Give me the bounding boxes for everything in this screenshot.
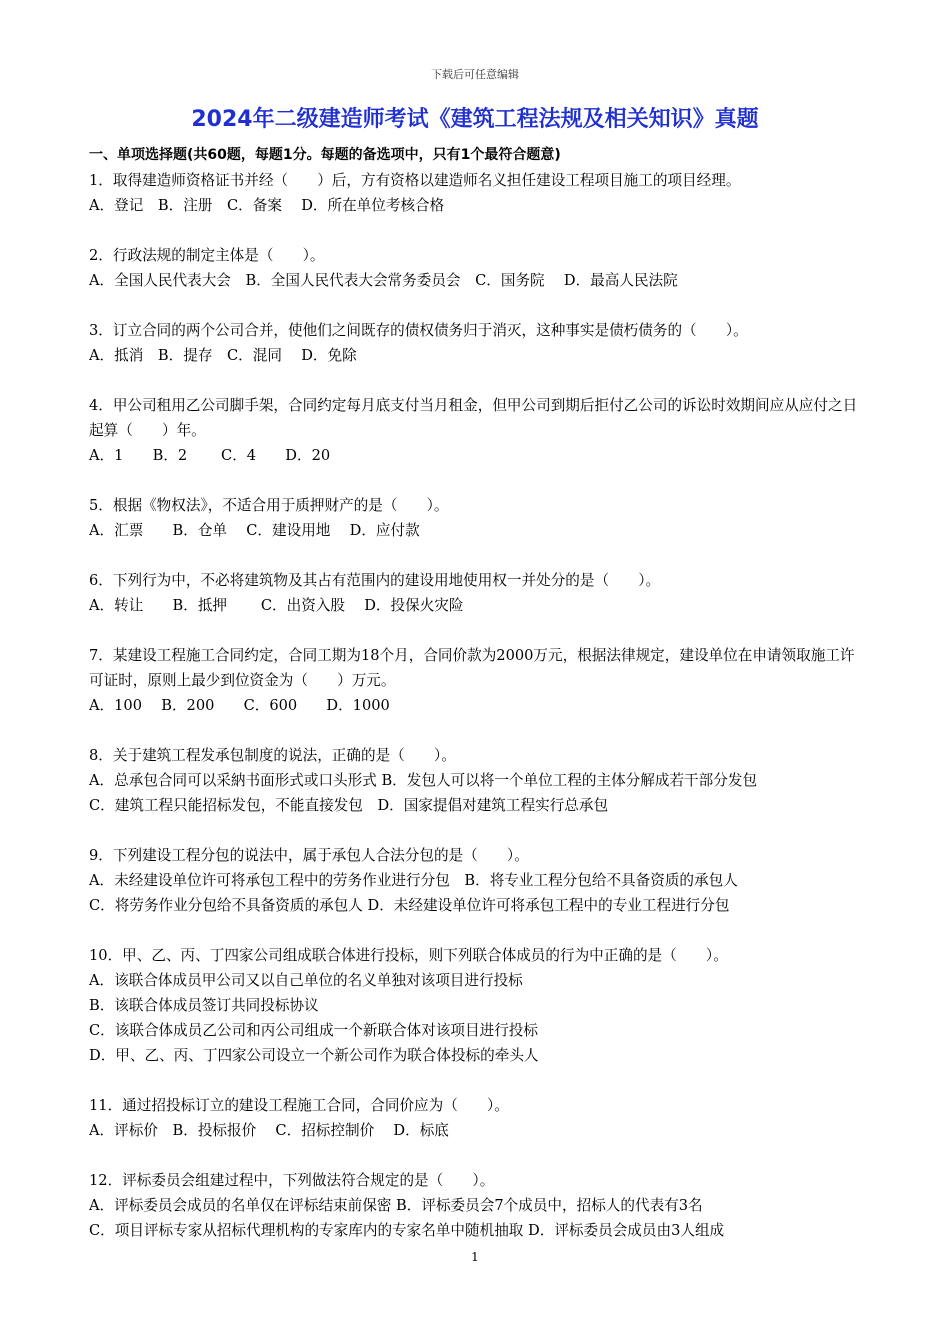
- question-8: [89, 743, 864, 818]
- question-options: A．100 B．200 C．600 D．1000: [89, 697, 390, 714]
- question-12: [89, 1168, 864, 1243]
- question-1: [89, 168, 864, 218]
- question-options: A．转让 B．抵押 C．出资入股 D．投保火灾险: [89, 597, 464, 614]
- question-text: 7．某建设工程施工合同约定，合同工期为18个月，合同价款为2000万元，根据法律规定，建设单位在申请领取施工许可证时，原则上最少到位资金为（ ）万元。: [89, 647, 855, 689]
- question-options: A．抵消 B．提存 C．混同 D．免除: [89, 347, 357, 364]
- question-options: A．评标价 B．投标报价 C．招标控制价 D．标底: [89, 1122, 449, 1139]
- question-option: B．该联合体成员签订共同投标协议: [89, 997, 319, 1014]
- question-options: A．汇票 B．仓单 C．建设用地 D．应付款: [89, 522, 420, 539]
- question-text: 2．行政法规的制定主体是（ ）。: [89, 247, 325, 264]
- question-options: A．评标委员会成员的名单仅在评标结束前保密 B．评标委员会7个成员中，招标人的代表有3名: [89, 1197, 703, 1214]
- page-number: 1: [471, 1250, 479, 1264]
- question-text: 3．订立合同的两个公司合并，使他们之间既存的债权债务归于消灭，这种事实是债朽债务的（ ）。: [89, 322, 748, 339]
- question-option: D．甲、乙、丙、丁四家公司设立一个新公司作为联合体投标的牵头人: [89, 1047, 539, 1064]
- exam-content: [89, 143, 864, 1268]
- question-text: 1．取得建造师资格证书并经（ ）后，方有资格以建造师名义担任建设工程项目施工的项目经理。: [89, 172, 741, 189]
- header-note: 下载后可任意编辑: [431, 68, 519, 81]
- question-2: [89, 243, 864, 293]
- question-10: [89, 943, 864, 1068]
- page-title: 2024年二级建造师考试《建筑工程法规及相关知识》真题: [191, 107, 759, 132]
- question-text: 12．评标委员会组建过程中，下列做法符合规定的是（ ）。: [89, 1172, 495, 1189]
- question-text: 10．甲、乙、丙、丁四家公司组成联合体进行投标，则下列联合体成员的行为中正确的是（ ）。: [89, 947, 728, 964]
- question-options: A．登记 B．注册 C．备案 D．所在单位考核合格: [89, 197, 445, 214]
- question-option: C．该联合体成员乙公司和丙公司组成一个新联合体对该项目进行投标: [89, 1022, 538, 1039]
- question-text: 6．下列行为中，不必将建筑物及其占有范围内的建设用地使用权一并处分的是（ ）。: [89, 572, 661, 589]
- question-options: C．项目评标专家从招标代理机构的专家库内的专家名单中随机抽取 D．评标委员会成员由3人组成: [89, 1222, 725, 1239]
- question-options: C．将劳务作业分包给不具备资质的承包人 D．未经建设单位许可将承包工程中的专业工程进行分包: [89, 897, 730, 914]
- question-options: A．1 B．2 C．4 D．20: [89, 447, 331, 464]
- question-text: 11．通过招投标订立的建设工程施工合同，合同价应为（ ）。: [89, 1097, 509, 1114]
- question-option: A．该联合体成员甲公司又以自己单位的名义单独对该项目进行投标: [89, 972, 523, 989]
- question-options: C．建筑工程只能招标发包，不能直接发包 D．国家提倡对建筑工程实行总承包: [89, 797, 609, 814]
- question-3: [89, 318, 864, 368]
- question-text: 5．根据《物权法》，不适合用于质押财产的是（ ）。: [89, 497, 449, 514]
- question-7: [89, 643, 864, 718]
- question-4: [89, 393, 864, 468]
- question-options: A．全国人民代表大会 B．全国人民代表大会常务委员会 C．国务院 D．最高人民法院: [89, 272, 678, 289]
- question-9: [89, 843, 864, 918]
- question-text: 9．下列建设工程分包的说法中，属于承包人合法分包的是（ ）。: [89, 847, 529, 864]
- question-options: A．总承包合同可以采納书面形式或口头形式 B．发包人可以将一个单位工程的主体分解成若干部分发包: [89, 772, 758, 789]
- question-text: 4．甲公司租用乙公司脚手架，合同约定每月底支付当月租金，但甲公司到期后拒付乙公司的诉讼时效期间应从应付之日起算（ ）年。: [89, 397, 858, 439]
- question-options: A．未经建设单位许可将承包工程中的劳务作业进行分包 B．将专业工程分包给不具备资质的承包人: [89, 872, 738, 889]
- question-11: [89, 1093, 864, 1143]
- question-5: [89, 493, 864, 543]
- section-heading: 一、单项选择题(共60题，每题1分。每题的备选项中，只有1个最符合题意): [89, 147, 561, 163]
- question-6: [89, 568, 864, 618]
- question-text: 8．关于建筑工程发承包制度的说法，正确的是（ ）。: [89, 747, 456, 764]
